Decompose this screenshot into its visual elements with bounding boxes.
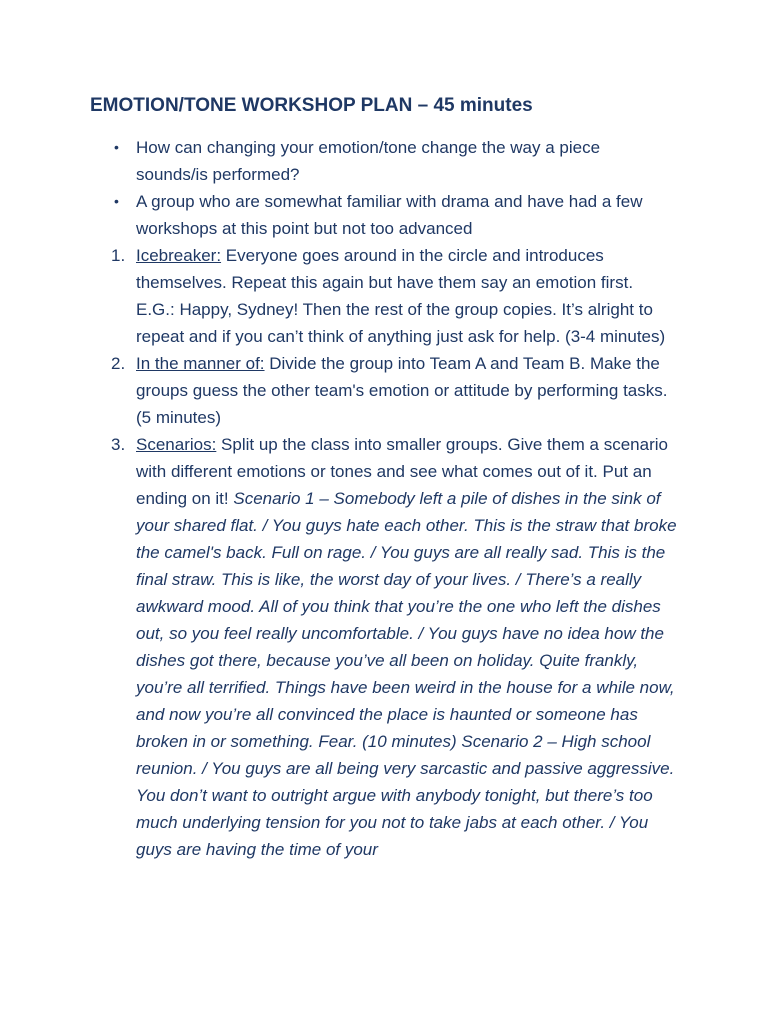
step-text: Divide the group into Team A and Team B. Make the groups guess the other team's emotion or attitude by performing tasks. (5 minutes) xyxy=(136,354,668,427)
step-number: 1. xyxy=(111,246,126,265)
bullet-text: A group who are somewhat familiar with drama and have had a few workshops at this point but not too advanced xyxy=(136,192,643,238)
scenario-text: Scenario 1 – Somebody left a pile of dishes in the sink of your shared flat. / You guys hate each other. This is the straw that broke the camel's back. Full on rage. / You guys are all really sad. This is the final straw. This is like, the worst day of your lives. / There’s a really awkward mood. All of you think that you’re the one who left the dishes out, so you feel really uncomfortable. / You guys have no idea how the dishes got there, because you’ve all been on holiday. Quite frankly, you’re all terrified. Things have been weird in the house for a while now, and now you’re all convinced the place is haunted or someone has broken in or something. Fear. (10 minutes) Scenario 2 – High school reunion. / You guys are all being very sarcastic and passive aggressive. You don’t want to outright argue with anybody tonight, but there’s too much underlying tension for you not to take jabs at each other. / You guys are having the time of your xyxy=(136,489,677,859)
bullet-icon: • xyxy=(114,193,119,209)
step-item-icebreaker xyxy=(0,242,676,350)
step-title: In the manner of: xyxy=(136,354,265,373)
step-text: Split up the class into smaller groups. Give them a scenario with different emotions or tones and see what comes out of it. Put an ending on it! xyxy=(136,435,668,508)
bullet-list xyxy=(0,134,768,242)
bullet-text: How can changing your emotion/tone change the way a piece sounds/is performed? xyxy=(136,138,601,184)
bullet-icon: • xyxy=(114,139,119,155)
step-item-in-the-manner-of xyxy=(0,350,676,431)
document-body xyxy=(0,134,768,863)
step-number: 2. xyxy=(111,354,126,373)
steps-list xyxy=(0,242,768,863)
step-text: Everyone goes around in the circle and introduces themselves. Repeat this again but have them say an emotion first. E.G.: Happy, Sydney! Then the rest of the group copies. It’s alright to repeat and if you can’t think of anything just ask for help. (3-4 minutes) xyxy=(136,246,666,346)
step-number: 3. xyxy=(111,435,126,454)
bullet-item xyxy=(0,188,676,242)
step-title: Icebreaker: xyxy=(136,246,222,265)
bullet-item xyxy=(0,134,676,188)
document-title: EMOTION/TONE WORKSHOP PLAN – 45 minutes xyxy=(90,95,533,116)
step-item-scenarios xyxy=(0,431,684,863)
step-title: Scenarios: xyxy=(136,435,217,454)
